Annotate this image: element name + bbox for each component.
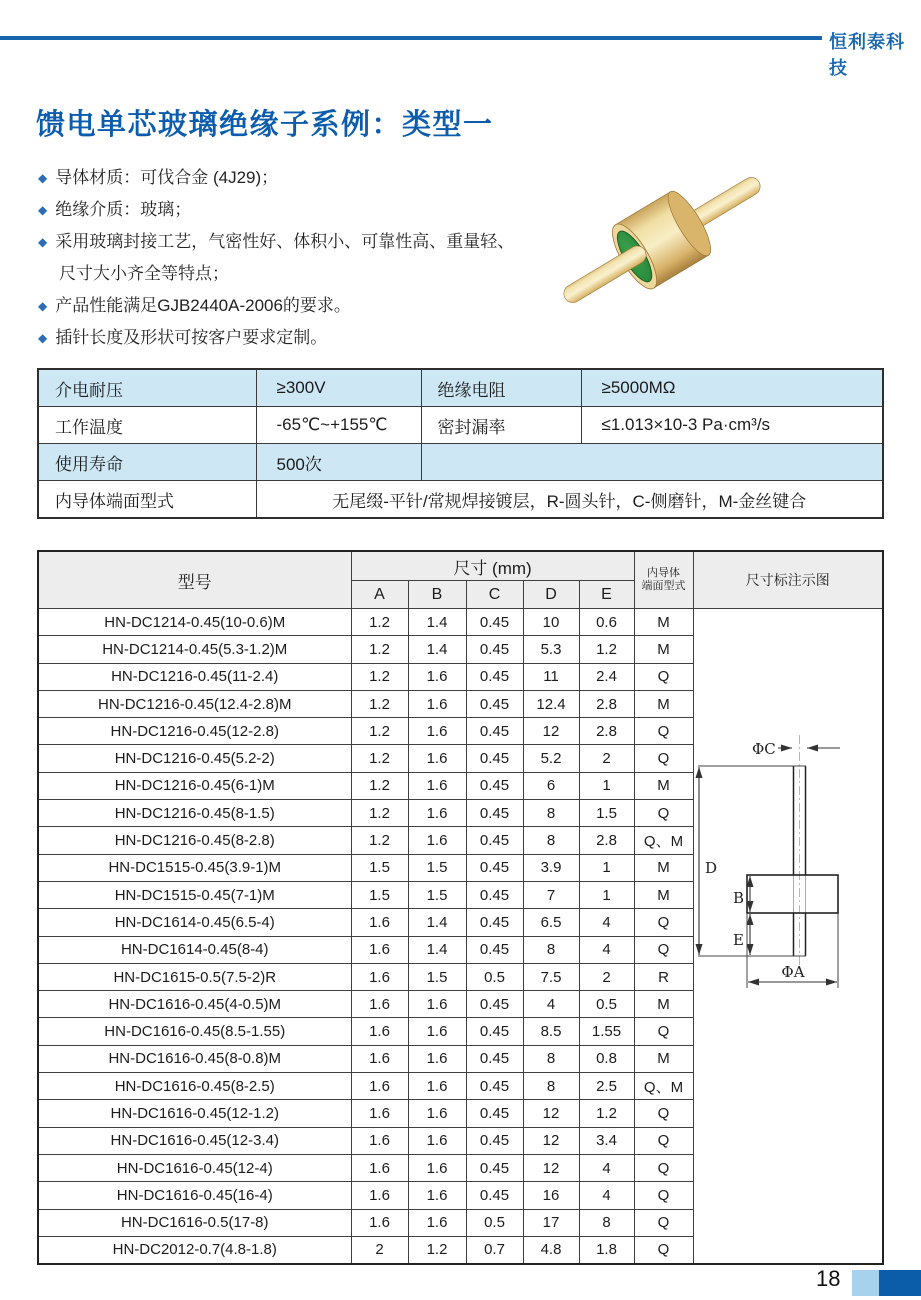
face-type-cell: Q、M xyxy=(634,827,693,854)
dimension-cell: 17 xyxy=(523,1209,579,1236)
feature-item xyxy=(38,162,530,194)
face-type-cell: M xyxy=(634,991,693,1018)
dimension-cell: 0.45 xyxy=(466,772,523,799)
dimension-cell: 1.6 xyxy=(351,936,408,963)
face-type-cell: Q xyxy=(634,909,693,936)
feature-item xyxy=(38,290,530,322)
dimension-cell: 1.6 xyxy=(351,1045,408,1072)
dimension-cell: 1.6 xyxy=(351,1073,408,1100)
dimension-cell: 5.2 xyxy=(523,745,579,772)
col-header-e: E xyxy=(579,581,634,609)
dimension-cell: 0.5 xyxy=(579,991,634,1018)
face-type-cell: Q xyxy=(634,745,693,772)
dimension-cell: 1.6 xyxy=(351,1100,408,1127)
dimension-cell: 0.45 xyxy=(466,1182,523,1209)
dimension-cell: 0.5 xyxy=(466,1209,523,1236)
dimension-cell: 0.45 xyxy=(466,609,523,636)
model-cell: HN-DC1616-0.5(17-8) xyxy=(38,1209,351,1236)
feature-text: 插针长度及形状可按客户要求定制。 xyxy=(55,328,328,347)
face-type-cell: Q xyxy=(634,1209,693,1236)
spec-row xyxy=(38,407,883,444)
dimension-cell: 0.45 xyxy=(466,827,523,854)
feature-text: 产品性能满足GJB2440A-2006的要求。 xyxy=(55,296,351,315)
dimension-cell: 12 xyxy=(523,1127,579,1154)
page-marker-dark-block xyxy=(879,1270,921,1296)
dimension-cell: 1.2 xyxy=(351,636,408,663)
dimension-cell: 0.45 xyxy=(466,991,523,1018)
dimension-cell: 2.8 xyxy=(579,827,634,854)
face-type-cell: Q xyxy=(634,1154,693,1181)
dimension-cell: 2 xyxy=(579,963,634,990)
dimension-cell: 1 xyxy=(579,881,634,908)
dimension-cell: 4 xyxy=(579,909,634,936)
diamond-bullet-icon: ◆ xyxy=(38,203,48,217)
brand-name: 恒利泰科技 xyxy=(829,32,905,78)
dimension-cell: 12.4 xyxy=(523,690,579,717)
dimension-cell: 1.6 xyxy=(408,690,466,717)
dimension-cell: 1.6 xyxy=(408,718,466,745)
dimension-cell: 3.4 xyxy=(579,1127,634,1154)
dimension-cell: 0.6 xyxy=(579,609,634,636)
dimension-cell: 1.2 xyxy=(351,609,408,636)
dimension-cell: 1.4 xyxy=(408,636,466,663)
face-type-cell: Q xyxy=(634,718,693,745)
spec-life-value: 500次 xyxy=(256,444,421,481)
dimension-cell: 1.5 xyxy=(351,881,408,908)
model-cell: HN-DC1616-0.45(8-0.8)M xyxy=(38,1045,351,1072)
spec-face-value: 无尾缀-平针/常规焊接镀层，R-圆头针，C-侧磨针，M-金丝键合 xyxy=(256,481,883,519)
dimension-cell: 1.2 xyxy=(408,1236,466,1264)
face-type-cell: Q xyxy=(634,1182,693,1209)
spec-row xyxy=(38,481,883,519)
dimension-cell: 4 xyxy=(523,991,579,1018)
face-type-cell: M xyxy=(634,772,693,799)
spec-table xyxy=(37,368,884,519)
dimension-cell: 1.5 xyxy=(351,854,408,881)
model-cell: HN-DC1616-0.45(12-1.2) xyxy=(38,1100,351,1127)
dimension-cell: 12 xyxy=(523,1154,579,1181)
dimension-cell: 2 xyxy=(351,1236,408,1264)
diamond-bullet-icon: ◆ xyxy=(38,299,48,313)
page-title: 馈电单芯玻璃绝缘子系例：类型一 xyxy=(36,109,494,141)
dimension-cell: 1.6 xyxy=(351,1127,408,1154)
spec-row xyxy=(38,369,883,407)
spec-insulation-label: 绝缘电阻 xyxy=(421,369,581,407)
dimension-cell: 1.6 xyxy=(351,963,408,990)
model-cell: HN-DC1214-0.45(10-0.6)M xyxy=(38,609,351,636)
face-type-cell: Q xyxy=(634,1100,693,1127)
dimension-cell: 0.45 xyxy=(466,745,523,772)
dimension-cell: 1.6 xyxy=(351,909,408,936)
model-cell: HN-DC1616-0.45(12-4) xyxy=(38,1154,351,1181)
dimension-cell: 2.8 xyxy=(579,718,634,745)
dimension-cell: 0.45 xyxy=(466,1018,523,1045)
model-table xyxy=(37,550,884,1265)
dimension-cell: 1.55 xyxy=(579,1018,634,1045)
col-header-dims-group: 尺寸 (mm) xyxy=(351,551,634,581)
diamond-bullet-icon: ◆ xyxy=(38,235,48,249)
model-cell: HN-DC1216-0.45(12.4-2.8)M xyxy=(38,690,351,717)
dimension-cell: 4.8 xyxy=(523,1236,579,1264)
dim-label-B: B xyxy=(732,889,744,907)
dimension-cell: 7.5 xyxy=(523,963,579,990)
dimension-cell: 1.6 xyxy=(408,1018,466,1045)
model-cell: HN-DC1216-0.45(8-2.8) xyxy=(38,827,351,854)
dimension-cell: 7 xyxy=(523,881,579,908)
dimension-cell: 16 xyxy=(523,1182,579,1209)
feature-list xyxy=(38,162,530,354)
face-type-cell: Q xyxy=(634,1236,693,1264)
dimension-cell: 1.6 xyxy=(408,772,466,799)
dimension-cell: 1.6 xyxy=(408,1209,466,1236)
model-cell: HN-DC1515-0.45(3.9-1)M xyxy=(38,854,351,881)
dimension-cell: 0.45 xyxy=(466,690,523,717)
dimension-cell: 8 xyxy=(523,1045,579,1072)
spec-leak-value: ≤1.013×10-3 Pa·cm³/s xyxy=(581,407,883,444)
dimension-cell: 1.2 xyxy=(579,1100,634,1127)
dimension-cell: 0.45 xyxy=(466,1127,523,1154)
dimension-cell: 0.8 xyxy=(579,1045,634,1072)
feature-item xyxy=(38,322,530,354)
spec-empty-cell xyxy=(421,444,883,481)
face-type-cell: Q xyxy=(634,1018,693,1045)
spec-row xyxy=(38,444,883,481)
col-header-c: C xyxy=(466,581,523,609)
dimension-cell: 1.6 xyxy=(408,991,466,1018)
face-type-cell: M xyxy=(634,1045,693,1072)
spec-temp-label: 工作温度 xyxy=(38,407,256,444)
dimension-cell: 3.9 xyxy=(523,854,579,881)
dimension-cell: 1.6 xyxy=(408,1127,466,1154)
spec-dielectric-label: 介电耐压 xyxy=(38,369,256,407)
dimension-cell: 1.6 xyxy=(351,1182,408,1209)
dimension-cell: 1.6 xyxy=(408,1073,466,1100)
dimension-cell: 0.45 xyxy=(466,881,523,908)
dimension-cell: 1.6 xyxy=(351,1154,408,1181)
product-photo xyxy=(540,148,900,348)
model-cell: HN-DC2012-0.7(4.8-1.8) xyxy=(38,1236,351,1264)
face-type-cell: M xyxy=(634,854,693,881)
face-type-cell: M xyxy=(634,609,693,636)
dim-label-phiA: ΦA xyxy=(781,963,805,981)
feature-text: 采用玻璃封接工艺，气密性好、体积小、可靠性高、重量轻、尺寸大小齐全等特点； xyxy=(55,232,515,283)
header-rule xyxy=(0,36,822,40)
dimension-cell: 8 xyxy=(523,827,579,854)
dim-label-E: E xyxy=(733,931,744,949)
model-cell: HN-DC1216-0.45(11-2.4) xyxy=(38,663,351,690)
dimension-cell: 1.6 xyxy=(351,991,408,1018)
spec-insulation-value: ≥5000MΩ xyxy=(581,369,883,407)
feature-item xyxy=(38,226,530,290)
dimension-cell: 0.45 xyxy=(466,636,523,663)
dimension-cell: 0.45 xyxy=(466,854,523,881)
face-type-cell: R xyxy=(634,963,693,990)
model-cell: HN-DC1614-0.45(8-4) xyxy=(38,936,351,963)
dimension-cell: 1.6 xyxy=(351,1209,408,1236)
model-cell: HN-DC1515-0.45(7-1)M xyxy=(38,881,351,908)
dimension-cell: 2.5 xyxy=(579,1073,634,1100)
dimension-cell: 1.6 xyxy=(408,1100,466,1127)
face-type-cell: M xyxy=(634,881,693,908)
dimension-cell: 8 xyxy=(523,800,579,827)
dimension-cell: 0.5 xyxy=(466,963,523,990)
dimension-cell: 4 xyxy=(579,1182,634,1209)
dimension-cell: 8 xyxy=(579,1209,634,1236)
dimension-cell: 5.3 xyxy=(523,636,579,663)
model-cell: HN-DC1616-0.45(4-0.5)M xyxy=(38,991,351,1018)
dimension-cell: 1.6 xyxy=(408,827,466,854)
dimension-cell: 1.5 xyxy=(408,881,466,908)
dimension-cell: 1.2 xyxy=(351,800,408,827)
dimension-cell: 1 xyxy=(579,854,634,881)
dimension-cell: 1.6 xyxy=(408,1154,466,1181)
dimension-cell: 1.2 xyxy=(351,718,408,745)
dimension-cell: 0.45 xyxy=(466,1073,523,1100)
dimension-cell: 12 xyxy=(523,1100,579,1127)
dimension-cell: 11 xyxy=(523,663,579,690)
dimension-cell: 2 xyxy=(579,745,634,772)
dimension-cell: 0.7 xyxy=(466,1236,523,1264)
dimension-cell: 1.6 xyxy=(408,1182,466,1209)
col-header-diagram: 尺寸标注示图 xyxy=(693,551,883,609)
dimension-cell: 1.5 xyxy=(579,800,634,827)
feature-text: 绝缘介质：玻璃； xyxy=(55,200,192,219)
dimension-cell: 1.2 xyxy=(351,745,408,772)
model-cell: HN-DC1214-0.45(5.3-1.2)M xyxy=(38,636,351,663)
dimension-cell: 1.6 xyxy=(408,745,466,772)
diagram-cell xyxy=(693,609,883,1265)
dimension-cell: 1.5 xyxy=(408,963,466,990)
dimension-cell: 10 xyxy=(523,609,579,636)
model-table-body xyxy=(38,609,883,1265)
col-header-a: A xyxy=(351,581,408,609)
face-type-line2: 端面型式 xyxy=(641,580,686,592)
diamond-bullet-icon: ◆ xyxy=(38,171,48,185)
dimension-cell: 1.2 xyxy=(351,827,408,854)
dimension-cell: 8 xyxy=(523,936,579,963)
feature-text: 导体材质：可伐合金 (4J29)； xyxy=(55,168,279,187)
dimension-cell: 6.5 xyxy=(523,909,579,936)
dimension-cell: 0.45 xyxy=(466,1154,523,1181)
dimension-cell: 1.2 xyxy=(351,772,408,799)
insulator-3d-render xyxy=(540,148,900,348)
face-type-cell: Q xyxy=(634,936,693,963)
dimension-cell: 6 xyxy=(523,772,579,799)
dimension-cell: 1.4 xyxy=(408,936,466,963)
dimension-cell: 1.6 xyxy=(351,1018,408,1045)
dimension-cell: 1.4 xyxy=(408,609,466,636)
dimension-cell: 1.2 xyxy=(579,636,634,663)
spec-face-label: 内导体端面型式 xyxy=(38,481,256,519)
dimension-cell: 0.45 xyxy=(466,718,523,745)
dimension-cell: 0.45 xyxy=(466,663,523,690)
dimension-cell: 0.45 xyxy=(466,936,523,963)
dimension-cell: 2.4 xyxy=(579,663,634,690)
face-type-cell: Q xyxy=(634,663,693,690)
dimension-cell: 1.6 xyxy=(408,1045,466,1072)
model-cell: HN-DC1216-0.45(6-1)M xyxy=(38,772,351,799)
model-cell: HN-DC1614-0.45(6.5-4) xyxy=(38,909,351,936)
dimension-cell: 1.6 xyxy=(408,800,466,827)
diamond-bullet-icon: ◆ xyxy=(38,331,48,345)
dimension-cell: 0.45 xyxy=(466,909,523,936)
dimension-cell: 0.45 xyxy=(466,1045,523,1072)
model-cell: HN-DC1616-0.45(12-3.4) xyxy=(38,1127,351,1154)
table-header-row xyxy=(38,551,883,581)
model-cell: HN-DC1216-0.45(12-2.8) xyxy=(38,718,351,745)
face-type-cell: M xyxy=(634,636,693,663)
dimension-cell: 1.5 xyxy=(408,854,466,881)
col-header-face-type xyxy=(634,551,693,609)
face-type-cell: Q、M xyxy=(634,1073,693,1100)
dimension-cell: 0.45 xyxy=(466,1100,523,1127)
dimension-cell: 8.5 xyxy=(523,1018,579,1045)
dim-label-phiC: ΦC xyxy=(752,740,776,758)
dimension-cell: 1.4 xyxy=(408,909,466,936)
dimension-cell: 2.8 xyxy=(579,690,634,717)
col-header-d: D xyxy=(523,581,579,609)
face-type-cell: M xyxy=(634,690,693,717)
feature-item xyxy=(38,194,530,226)
dimension-cell: 0.45 xyxy=(466,800,523,827)
table-row xyxy=(38,609,883,636)
page-marker-light-block xyxy=(852,1270,879,1296)
col-header-model: 型号 xyxy=(38,551,351,609)
spec-temp-value: -65℃~+155℃ xyxy=(256,407,421,444)
dimension-cell: 1.2 xyxy=(351,663,408,690)
model-cell: HN-DC1616-0.45(8.5-1.55) xyxy=(38,1018,351,1045)
col-header-b: B xyxy=(408,581,466,609)
dimension-cell: 4 xyxy=(579,1154,634,1181)
model-cell: HN-DC1216-0.45(5.2-2) xyxy=(38,745,351,772)
face-type-cell: Q xyxy=(634,1127,693,1154)
model-cell: HN-DC1615-0.5(7.5-2)R xyxy=(38,963,351,990)
face-type-line1: 内导体 xyxy=(647,567,680,579)
dim-label-D: D xyxy=(705,859,718,877)
dimension-cell: 8 xyxy=(523,1073,579,1100)
dimension-cell: 1 xyxy=(579,772,634,799)
spec-leak-label: 密封漏率 xyxy=(421,407,581,444)
dimension-cell: 1.6 xyxy=(408,663,466,690)
face-type-cell: Q xyxy=(634,800,693,827)
dimension-cell: 1.2 xyxy=(351,690,408,717)
spec-life-label: 使用寿命 xyxy=(38,444,256,481)
model-cell: HN-DC1616-0.45(8-2.5) xyxy=(38,1073,351,1100)
page-number: 18 xyxy=(816,1266,841,1291)
model-cell: HN-DC1616-0.45(16-4) xyxy=(38,1182,351,1209)
dimension-cell: 4 xyxy=(579,936,634,963)
dimension-cell: 1.8 xyxy=(579,1236,634,1264)
dimension-cell: 12 xyxy=(523,718,579,745)
spec-dielectric-value: ≥300V xyxy=(256,369,421,407)
model-cell: HN-DC1216-0.45(8-1.5) xyxy=(38,800,351,827)
